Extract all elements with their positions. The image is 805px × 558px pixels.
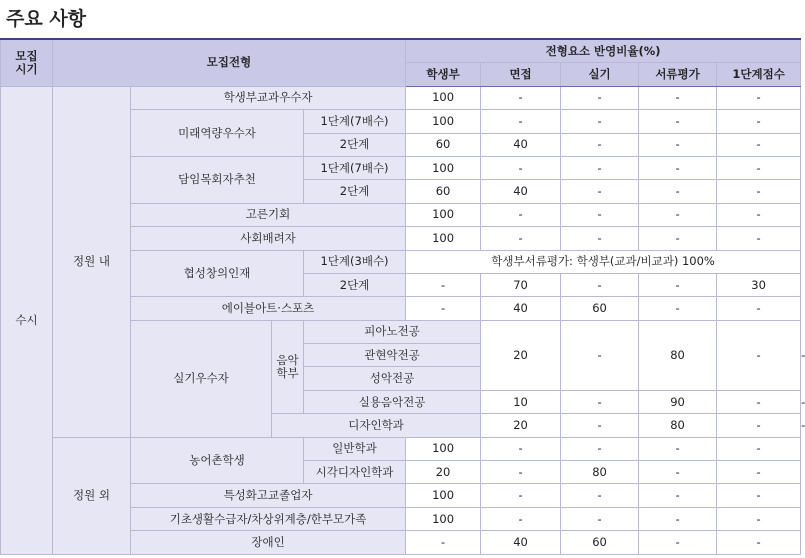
cell-value: -	[717, 461, 801, 484]
cell-value: 40	[481, 180, 561, 203]
cell-value: 80	[639, 320, 717, 390]
cell-value: -	[561, 133, 639, 156]
cell-value: -	[406, 531, 481, 554]
header-recruit-period: 모집 시기	[1, 39, 53, 86]
cell-value: -	[481, 227, 561, 250]
table-row: 실기우수자 음악 학부 피아노전공 20 - 80 - -	[1, 320, 801, 343]
cell-value: -	[639, 110, 717, 133]
cell-value: -	[481, 86, 561, 109]
cell-value: -	[561, 484, 639, 507]
cell-value: -	[717, 320, 801, 390]
header-col-practical: 실기	[561, 63, 639, 86]
cell-value: -	[639, 437, 717, 460]
cell-value: 80	[639, 414, 717, 437]
cell-value: -	[481, 461, 561, 484]
cell-value: 100	[406, 156, 481, 179]
stage-label: 시각디자인학과	[304, 461, 406, 484]
cell-value: 100	[406, 484, 481, 507]
cell-value: 60	[406, 133, 481, 156]
period-susi: 수시	[1, 86, 53, 554]
cell-value: -	[561, 156, 639, 179]
cell-value: -	[639, 156, 717, 179]
cell-value: -	[717, 437, 801, 460]
cell-value: 100	[406, 227, 481, 250]
stage-label: 일반학과	[304, 437, 406, 460]
row-label: 특성화고교졸업자	[131, 484, 406, 507]
major-label: 피아노전공	[304, 320, 481, 343]
major-label: 성악전공	[304, 367, 481, 390]
stage-label: 2단계	[304, 133, 406, 156]
merged-criteria-cell: 학생부서류평가: 학생부(교과/비교과) 100%	[406, 250, 801, 273]
cell-value: -	[639, 507, 717, 530]
header-ratio-group: 전형요소 반영비율(%)	[406, 39, 801, 63]
header-col-interview: 면접	[481, 63, 561, 86]
cell-value: -	[481, 437, 561, 460]
cell-value: -	[717, 414, 801, 437]
cell-value: -	[639, 227, 717, 250]
cell-value: -	[717, 227, 801, 250]
cell-value: 10	[481, 390, 561, 413]
row-label: 고른기회	[131, 203, 406, 226]
cell-value: -	[561, 414, 639, 437]
cell-value: -	[561, 507, 639, 530]
cell-value: 20	[481, 414, 561, 437]
cell-value: -	[639, 297, 717, 320]
cell-value: 60	[561, 531, 639, 554]
cell-value: -	[561, 86, 639, 109]
cell-value: -	[717, 297, 801, 320]
row-label: 협성창의인재	[131, 250, 304, 297]
cell-value: -	[717, 86, 801, 109]
cell-value: -	[717, 531, 801, 554]
table-row: 디자인학과 20 - 80 - -	[1, 414, 801, 437]
cell-value: -	[561, 110, 639, 133]
cell-value: -	[639, 273, 717, 296]
row-label: 미래역량우수자	[131, 110, 304, 157]
stage-label: 1단계(7배수)	[304, 156, 406, 179]
cell-value: -	[561, 203, 639, 226]
cell-value: -	[481, 203, 561, 226]
cell-value: 70	[481, 273, 561, 296]
cell-value: 30	[717, 273, 801, 296]
cell-value: -	[481, 156, 561, 179]
cell-value: -	[639, 484, 717, 507]
cell-value: -	[561, 437, 639, 460]
cell-value: -	[717, 180, 801, 203]
cell-value: 100	[406, 110, 481, 133]
row-label: 사회배려자	[131, 227, 406, 250]
major-label: 관현악전공	[304, 344, 481, 367]
header-col-document: 서류평가	[639, 63, 717, 86]
cell-value: -	[481, 484, 561, 507]
row-label: 장애인	[131, 531, 406, 554]
cell-value: -	[717, 507, 801, 530]
cell-value: -	[561, 227, 639, 250]
cell-value: -	[717, 390, 801, 413]
group-out-quota: 정원 외	[53, 437, 131, 554]
stage-label: 1단계(3배수)	[304, 250, 406, 273]
cell-value: 100	[406, 437, 481, 460]
admission-ratio-table	[0, 38, 805, 555]
cell-value: -	[717, 110, 801, 133]
music-dept-label: 음악 학부	[272, 320, 304, 414]
major-label: 실용음악전공	[304, 390, 481, 413]
cell-value: 80	[561, 461, 639, 484]
cell-value: 100	[406, 507, 481, 530]
cell-value: 20	[406, 461, 481, 484]
header-recruit-type: 모집전형	[53, 39, 406, 86]
stage-label: 1단계(7배수)	[304, 110, 406, 133]
row-label: 농어촌학생	[131, 437, 304, 484]
major-label: 디자인학과	[272, 414, 481, 437]
row-label: 담임목회자추천	[131, 156, 304, 203]
cell-value: 90	[639, 390, 717, 413]
stage-label: 2단계	[304, 273, 406, 296]
row-label: 학생부교과우수자	[131, 86, 406, 109]
header-col-student-record: 학생부	[406, 63, 481, 86]
table-row	[1, 86, 801, 109]
cell-value: 40	[481, 531, 561, 554]
cell-value: -	[717, 484, 801, 507]
cell-value: 100	[406, 86, 481, 109]
cell-value: -	[481, 110, 561, 133]
header-col-stage1-score: 1단계점수	[717, 63, 801, 86]
cell-value: -	[561, 390, 639, 413]
cell-value: -	[561, 320, 639, 390]
cell-value: -	[717, 156, 801, 179]
row-label: 에이블아트·스포츠	[131, 297, 406, 320]
cell-value: -	[561, 273, 639, 296]
cell-value: 100	[406, 203, 481, 226]
cell-value: -	[481, 507, 561, 530]
row-label: 기초생활수급자/차상위계층/한부모가족	[131, 507, 406, 530]
cell-value: 60	[406, 180, 481, 203]
cell-value: -	[717, 203, 801, 226]
table-row: 실용음악전공 10 - 90 - -	[1, 390, 801, 413]
cell-value: -	[406, 297, 481, 320]
page-title: 주요 사항	[6, 8, 87, 30]
table-row	[1, 437, 801, 460]
cell-value: 60	[561, 297, 639, 320]
group-in-quota: 정원 내	[53, 86, 131, 437]
cell-value: 20	[481, 320, 561, 390]
cell-value: -	[639, 461, 717, 484]
cell-value: -	[639, 531, 717, 554]
cell-value: -	[717, 133, 801, 156]
cell-value: 40	[481, 133, 561, 156]
row-label: 실기우수자	[131, 320, 272, 437]
cell-value: -	[639, 133, 717, 156]
cell-value: 40	[481, 297, 561, 320]
cell-value: -	[639, 180, 717, 203]
cell-value: -	[561, 180, 639, 203]
cell-value: -	[639, 86, 717, 109]
cell-value: -	[639, 203, 717, 226]
cell-value: -	[406, 273, 481, 296]
stage-label: 2단계	[304, 180, 406, 203]
